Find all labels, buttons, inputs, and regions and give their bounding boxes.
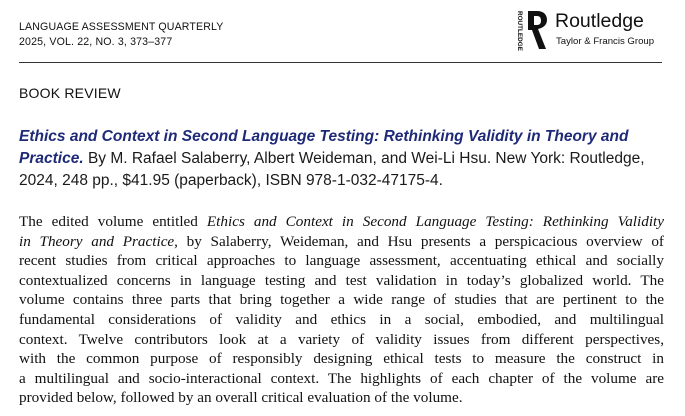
book-citation — [19, 126, 669, 192]
book-title-inline: Ethics and Context in Second Language Testing: Rethinking Validity — [206, 213, 664, 230]
body-line: contextualized concerns in language testing and test validation in today’s globalized world. The — [19, 271, 664, 289]
routledge-r-logo-icon — [525, 9, 549, 51]
section-label: BOOK REVIEW — [19, 85, 121, 101]
journal-name: LANGUAGE ASSESSMENT QUARTERLY — [19, 21, 224, 33]
book-title-inline: in Theory and Practice — [19, 232, 175, 250]
publisher-name: Routledge — [555, 10, 644, 32]
body-line: with the common purpose of responsibly designing ethical tests to measure the construct in — [19, 350, 664, 368]
publisher-logo — [510, 6, 678, 54]
book-title: Ethics and Context in Second Language Testing: Rethinking Validity in Theory and Practice. — [19, 128, 629, 167]
header-divider — [19, 62, 662, 63]
routledge-vertical-text: ROUTLEDGE — [516, 11, 523, 53]
body-line: fundamental considerations of validity and ethics in a social, embodied, and multilingual — [19, 310, 664, 328]
issue-info: 2025, VOL. 22, NO. 3, 373–377 — [19, 35, 173, 48]
body-line: context. Twelve contributors look at a variety of validity issues from different perspectives, — [19, 330, 664, 348]
body-line — [19, 212, 664, 232]
journal-header — [19, 20, 224, 49]
body-line: provided below, followed by an overall critical evaluation of the volume. — [19, 389, 463, 407]
body-line — [19, 232, 664, 252]
body-line: volume contains three parts that bring together a wide range of studies that are pertinent to the — [19, 291, 664, 309]
review-body — [19, 212, 664, 408]
body-line: recent studies from critical approaches to language assessment, accentuating ethical and socially — [19, 252, 664, 270]
book-details: By M. Rafael Salaberry, Albert Weideman, and Wei-Li Hsu. New York: Routledge, 2024, 248 pp., $41.95 (paperback), ISBN 978-1-032-47175-4. — [19, 150, 645, 189]
body-text-segment: , by Salaberry, Weideman, and Hsu presents a perspicacious overview of — [174, 232, 664, 250]
body-line: a multilingual and socio-interactional context. The highlights of each chapter of the volume are — [19, 369, 664, 387]
publisher-group: Taylor & Francis Group — [556, 36, 655, 47]
routledge-vertical-wordmark — [510, 10, 523, 53]
body-text-segment: The edited volume entitled — [19, 213, 207, 230]
